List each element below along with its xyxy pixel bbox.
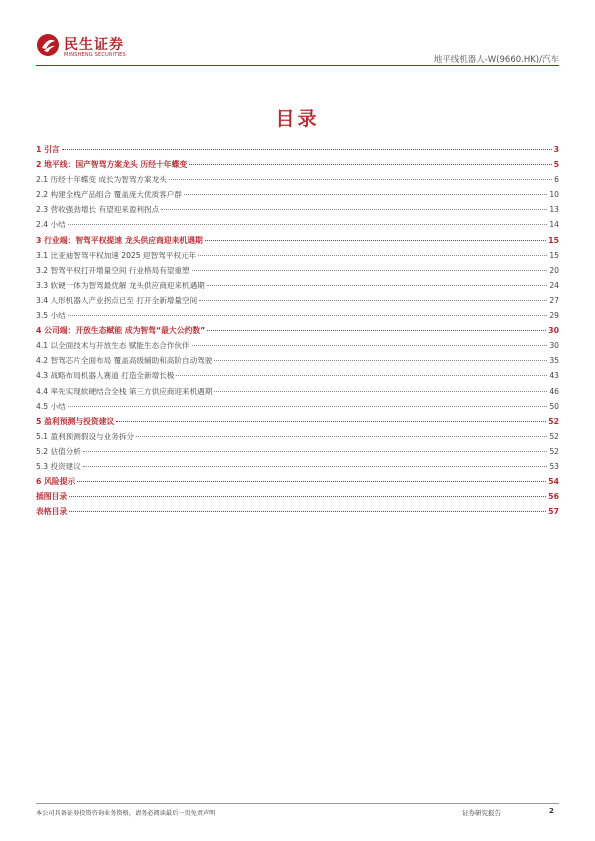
toc-entry-label: 表格目录 [36, 507, 68, 517]
toc-entry-page: 15 [548, 235, 559, 245]
toc-leader-dots [136, 436, 547, 437]
toc-entry-page: 13 [549, 205, 559, 215]
toc-entry[interactable] [36, 368, 559, 383]
toc-leader-dots [184, 194, 547, 195]
toc-entry[interactable] [36, 399, 559, 414]
toc-entry-label: 3.4 人形机器人产业拐点已至 打开全新增量空间 [36, 295, 198, 305]
toc-leader-dots [69, 511, 546, 512]
toc-entry[interactable] [36, 384, 559, 399]
toc-leader-dots [69, 496, 546, 497]
toc-leader-dots [205, 240, 546, 241]
toc-entry-page: 54 [548, 477, 559, 487]
toc-entry[interactable] [36, 414, 559, 429]
toc-entry-label: 插图目录 [36, 492, 68, 502]
toc-entry-page: 15 [549, 250, 559, 260]
toc-leader-dots [192, 345, 548, 346]
toc-entry-page: 53 [549, 461, 559, 471]
toc-entry[interactable] [36, 263, 559, 278]
toc-leader-dots [169, 179, 552, 180]
toc-entry-page: 56 [548, 492, 559, 502]
toc-entry-page: 14 [549, 220, 559, 230]
toc-entry[interactable] [36, 323, 559, 338]
toc-entry-page: 30 [549, 341, 559, 351]
toc-leader-dots [161, 209, 547, 210]
toc-leader-dots [214, 391, 547, 392]
toc-leader-dots [176, 375, 547, 376]
toc-entry[interactable] [36, 353, 559, 368]
toc-leader-dots [62, 149, 552, 150]
footer-disclaimer: 本公司具备证券投资咨询业务资格，请务必阅读最后一页免责声明 [36, 810, 216, 817]
toc-entry-page: 46 [549, 386, 559, 396]
table-of-contents [36, 142, 559, 519]
toc-entry-page: 52 [549, 446, 559, 456]
toc-entry-label: 4.3 战略布局机器人赛道 打造全新增长极 [36, 371, 175, 381]
toc-leader-dots [199, 300, 547, 301]
toc-entry[interactable] [36, 429, 559, 444]
toc-entry-page: 6 [554, 175, 559, 185]
toc-leader-dots [68, 406, 548, 407]
toc-entry[interactable] [36, 444, 559, 459]
toc-entry[interactable] [36, 278, 559, 293]
toc-entry-page: 24 [549, 280, 559, 290]
toc-entry-page: 3 [553, 145, 559, 154]
toc-entry[interactable] [36, 217, 559, 232]
toc-entry-label: 2.3 营收强劲增长 有望迎来盈利拐点 [36, 205, 160, 215]
toc-leader-dots [207, 285, 548, 286]
toc-entry[interactable] [36, 338, 559, 353]
toc-leader-dots [207, 330, 546, 331]
toc-entry-page: 50 [549, 401, 559, 411]
toc-entry-label: 3.3 软硬一体为智驾最优解 龙头供应商迎来机遇期 [36, 280, 205, 290]
toc-entry-label: 5.1 盈利预测假设与业务拆分 [36, 431, 135, 441]
toc-leader-dots [83, 451, 547, 452]
toc-entry-label: 3.1 比亚迪智驾平权加速 2025 迎智驾平权元年 [36, 250, 197, 260]
page-header [36, 30, 559, 66]
toc-entry-label: 2.4 小结 [36, 220, 66, 230]
toc-entry[interactable] [36, 142, 559, 157]
company-logo [36, 30, 166, 60]
toc-entry-page: 30 [548, 326, 559, 336]
toc-entry[interactable] [36, 504, 559, 519]
toc-leader-dots [116, 421, 546, 422]
toc-entry-page: 27 [549, 295, 559, 305]
toc-entry[interactable] [36, 172, 559, 187]
header-divider [36, 65, 559, 66]
toc-entry-page: 5 [553, 160, 559, 170]
toc-entry[interactable] [36, 308, 559, 323]
report-subject: 地平线机器人-W(9660.HK)/汽车 [433, 55, 559, 65]
toc-leader-dots [83, 466, 547, 467]
footer-divider [36, 803, 559, 804]
toc-leader-dots [68, 315, 548, 316]
toc-entry-page: 43 [549, 371, 559, 381]
toc-entry-label: 2.1 历经十年蝶变 成长为智驾方案龙头 [36, 175, 167, 185]
toc-entry-label: 2 地平线：国产智驾方案龙头 历经十年蝶变 [36, 160, 188, 170]
toc-entry-label: 1 引言 [36, 145, 60, 154]
toc-leader-dots [189, 164, 551, 165]
toc-entry-page: 35 [549, 356, 559, 366]
toc-entry-page: 52 [549, 431, 559, 441]
toc-entry[interactable] [36, 474, 559, 489]
toc-entry[interactable] [36, 233, 559, 248]
toc-entry-page: 52 [548, 416, 559, 426]
toc-leader-dots [68, 224, 548, 225]
minsheng-logo-icon [36, 33, 60, 57]
footer-report-type: 证券研究报告 [462, 809, 501, 817]
toc-entry[interactable] [36, 293, 559, 308]
toc-entry[interactable] [36, 248, 559, 263]
logo-text-cn: 民生证券 [64, 37, 124, 53]
page-title: 目录 [275, 108, 320, 130]
toc-entry-label: 4 公司端：开放生态赋能 成为智驾“最大公约数” [36, 326, 206, 336]
toc-entry-label: 4.4 率先实现软硬结合全栈 第三方供应商迎来机遇期 [36, 386, 213, 396]
toc-entry[interactable] [36, 202, 559, 217]
toc-entry-label: 2.2 构建全栈产品组合 覆盖庞大优质客户群 [36, 190, 182, 200]
toc-entry[interactable] [36, 489, 559, 504]
toc-entry-label: 5 盈利预测与投资建议 [36, 416, 115, 426]
toc-entry-label: 3.2 智驾平权打开增量空间 行业格局有望重塑 [36, 265, 190, 275]
toc-leader-dots [192, 270, 548, 271]
toc-entry-label: 4.1 以全面技术与开放生态 赋能生态合作伙伴 [36, 341, 190, 351]
toc-entry-label: 4.2 智驾芯片全面布局 覆盖高级辅助和高阶自动驾驶 [36, 356, 213, 366]
toc-entry[interactable] [36, 157, 559, 172]
toc-entry-page: 57 [548, 507, 559, 517]
toc-leader-dots [77, 481, 546, 482]
toc-entry-label: 3 行业端：智驾平权提速 龙头供应商迎来机遇期 [36, 235, 203, 245]
toc-entry[interactable] [36, 459, 559, 474]
toc-entry-label: 3.5 小结 [36, 311, 66, 321]
toc-entry[interactable] [36, 187, 559, 202]
toc-entry-label: 6 风险提示 [36, 477, 76, 487]
logo-text-en: MINSHENG SECURITIES [64, 52, 126, 58]
toc-entry-label: 5.2 估值分析 [36, 446, 81, 456]
toc-leader-dots [198, 255, 547, 256]
toc-entry-page: 20 [549, 265, 559, 275]
toc-entry-page: 10 [549, 190, 559, 200]
page-number: 2 [549, 807, 554, 815]
toc-leader-dots [214, 360, 547, 361]
toc-entry-label: 4.5 小结 [36, 401, 66, 411]
toc-entry-page: 29 [549, 311, 559, 321]
toc-entry-label: 5.3 投资建议 [36, 461, 81, 471]
